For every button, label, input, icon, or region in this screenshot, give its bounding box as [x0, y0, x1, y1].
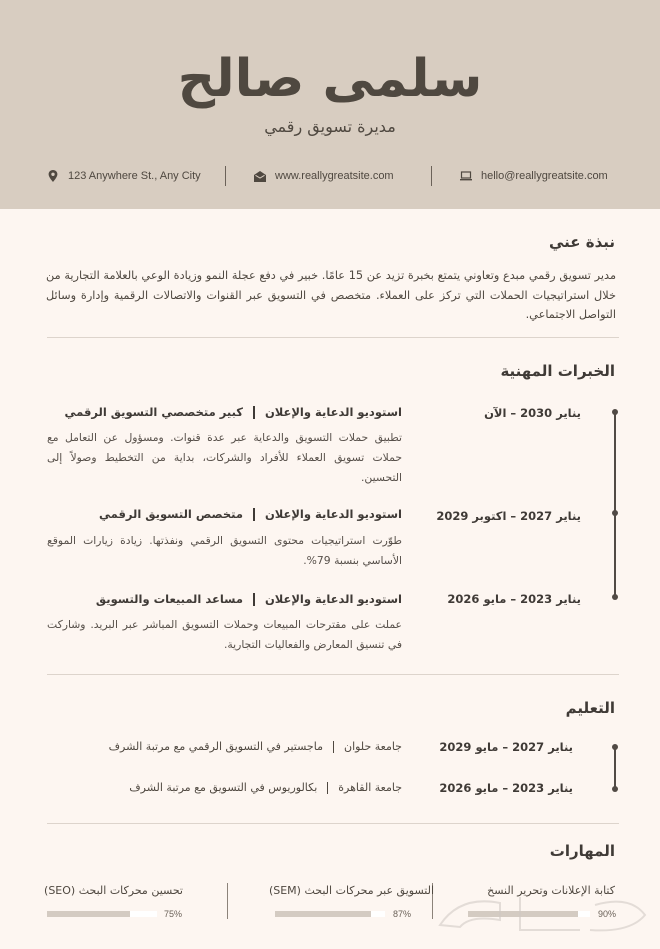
education-school: جامعة القاهرة	[338, 781, 402, 794]
timeline-dot	[612, 744, 618, 750]
location-pin-icon	[47, 170, 59, 182]
heading-divider	[253, 593, 255, 606]
heading-divider	[253, 406, 255, 419]
section-divider	[47, 337, 619, 338]
experience-timeline-line	[614, 412, 616, 598]
candidate-job-title: مديرة تسويق رقمي	[264, 117, 396, 136]
resume-header	[0, 0, 660, 209]
experience-section-title: الخبرات المهنية	[500, 362, 615, 380]
laptop-icon	[460, 170, 472, 182]
contact-divider	[431, 166, 432, 186]
timeline-dot	[612, 786, 618, 792]
job-company: استوديو الدعاية والإعلان	[264, 405, 402, 419]
heading-divider	[253, 508, 255, 521]
about-section-title: نبذة عني	[548, 233, 615, 251]
education-timeline-line	[614, 747, 616, 788]
skill-percent: 90%	[598, 909, 617, 919]
candidate-name: سلمى صالح	[177, 49, 483, 109]
envelope-icon	[254, 170, 266, 182]
job-description: عملت على مقترحات المبيعات وحملات التسويق المباشر عبر البريد. وشاركت في تنسيق المعارض والفعاليات التجارية.	[47, 618, 402, 651]
skill-bar-track	[47, 911, 157, 917]
about-text: مدير تسويق رقمي مبدع وتعاوني يتمتع بخبرة تزيد عن 15 عامًا. خبير في دفع عجلة النمو وزيادة الوعي بالعلامة التجارية من خلال استراتيجيات الحملات التي تركز على العملاء. متخصص في التسويق عبر القنوات والاتصالات الرقمية وإدارة وسائل التواصل الاجتماعي.	[46, 269, 616, 321]
contact-divider	[225, 166, 226, 186]
contact-address	[47, 163, 201, 189]
job-heading	[96, 590, 402, 608]
job-role: متخصص التسويق الرقمي	[98, 507, 243, 521]
contact-email[interactable]	[460, 163, 608, 189]
job-company: استوديو الدعاية والإعلان	[264, 592, 402, 606]
education-date: يناير 2027 – مايو 2029	[439, 740, 573, 754]
skill-label: كتابة الإعلانات وتحرير النسخ	[487, 884, 615, 897]
skill-percent: 75%	[164, 909, 183, 919]
skill-bar-track	[468, 911, 590, 917]
skills-section-title: المهارات	[549, 842, 615, 860]
skill-label: التسويق عبر محركات البحث (SEM)	[268, 884, 434, 897]
skill-bar-fill	[275, 911, 371, 917]
job-description: طوّرت استراتيجيات محتوى التسويق الرقمي ونفذتها. زيادة زيارات الموقع الأساسي بنسبة 79%.	[47, 534, 402, 567]
job-role: مساعد المبيعات والتسويق	[95, 592, 243, 606]
email-link[interactable]: hello@reallygreatsite.com	[481, 170, 608, 182]
education-date: يناير 2023 – مايو 2026	[439, 781, 573, 795]
job-date: يناير 2023 – مايو 2026	[447, 592, 581, 606]
skill-label: تحسين محركات البحث (SEO)	[44, 884, 183, 897]
education-school: جامعة حلوان	[343, 740, 402, 753]
job-heading	[99, 505, 402, 523]
education-degree: بكالوريوس في التسويق مع مرتبة الشرف	[129, 781, 318, 794]
job-company: استوديو الدعاية والإعلان	[264, 507, 402, 521]
entry-divider	[333, 741, 334, 753]
job-role: كبير متخصصي التسويق الرقمي	[64, 405, 243, 419]
section-divider	[47, 674, 619, 675]
contact-website[interactable]	[254, 163, 394, 189]
skill-percent: 87%	[393, 909, 412, 919]
job-description: تطبيق حملات التسويق والدعاية عبر عدة قنوات. ومسؤول عن التعامل مع حملات تسويق العملاء للأفراد والشركات، بداية من التخطيط وصولاً إلى التحسين.	[47, 431, 402, 484]
timeline-dot	[612, 409, 618, 415]
timeline-dot	[612, 510, 618, 516]
job-date: يناير 2030 – الآن	[484, 406, 581, 420]
section-divider	[47, 823, 619, 824]
skills-divider	[227, 883, 228, 919]
website-link[interactable]: www.reallygreatsite.com	[275, 170, 394, 182]
job-date: يناير 2027 – اكتوبر 2029	[436, 509, 581, 523]
job-heading	[64, 403, 402, 421]
skill-bar-fill	[468, 911, 578, 917]
education-entry	[129, 779, 402, 797]
skill-bar-fill	[47, 911, 130, 917]
timeline-dot	[612, 594, 618, 600]
address-text: 123 Anywhere St., Any City	[68, 170, 201, 182]
contact-bar	[0, 163, 660, 189]
education-section-title: التعليم	[565, 699, 615, 717]
entry-divider	[327, 782, 328, 794]
skill-bar-track	[275, 911, 385, 917]
education-degree: ماجستير في التسويق الرقمي مع مرتبة الشرف	[108, 740, 323, 753]
education-entry	[109, 738, 402, 756]
